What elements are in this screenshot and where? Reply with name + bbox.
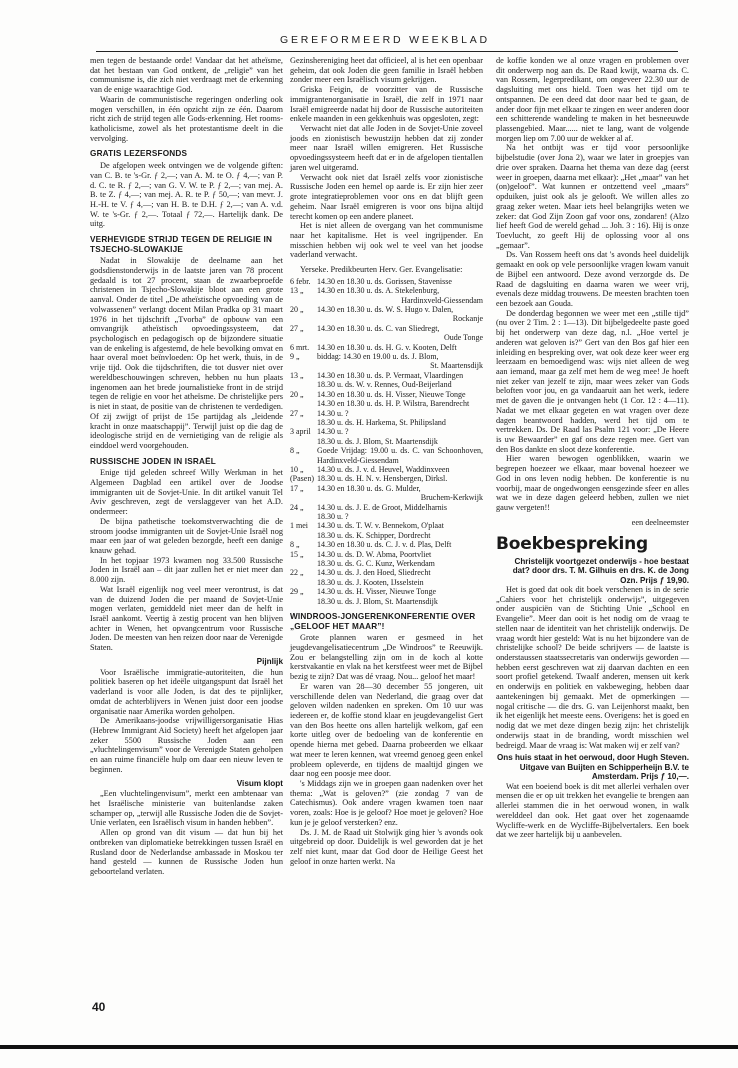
schedule-entry xyxy=(317,531,483,540)
paragraph: de koffie konden we al onze vragen en problemen over dit onderwerp nog aan ds. De Raad kwijt, waarna ds. C. van Rossem, legerpredikant, om ongeveer 22.30 uur de dagsluiting met ons hield. Toen was het tijd om te ontspannen. De een deed dat door naar bed te gaan, de ander door fijn met elkaar te zingen en weer anderen door een schitterende wandeling te maken in het besneeuwde plassengebied. Maar...... niet te lang, want de volgende morgen liep om 7.00 uur de wekker al af. xyxy=(496,56,689,143)
schedule-text: 14.30 u. ds. D. W. Abma, Poortvliet xyxy=(317,549,432,559)
paragraph: „Een vluchtelingenvisum”, merkt een ambtenaar van het Israëlische ministerie van buitenlandse zaken schamper op, „terwijl alle Russische Joden die de Sovjet-Unie verlaten, een Israëlisch visum in handen hebben”. xyxy=(90,789,283,828)
paragraph: De donderdag begonnen we weer met een „stille tijd” (nu over 2 Tim. 2 : 1—13). Dit bijbelgedeelte paste goed bij het onderwerp van deze dag, n.l. „Hoe vertel je anderen wat geloven is?” Gert van den Bos gaf hier een inleiding en bespreking over, wat ook deze keer weer erg leerzaam en bemoedigend was: wijs niet alleen de weg aan iemand, maar ga zelf met hem de weg mee! Je hoeft niet zeker van jezelf te zijn, maar wees zeker van Gods beloften voor jou, en ga vandaaruit aan het werk, iedere met de gaven die je ontvangen hebt (1 Cor. 12 : 4—11). Nadat we met elkaar gegeten en wat vragen over deze dagen beantwoord hadden, werd het tijd om te vertrekken. Ds. De Raad las Psalm 121 voor: „De Heere is uw Bewaarder” en gaf ons deze regen mee. Gert van den Bos dankte en sloot deze konferentie. xyxy=(496,308,689,454)
schedule-date xyxy=(290,559,317,568)
schedule-row xyxy=(290,343,483,352)
schedule-date: 24 „ xyxy=(290,502,304,512)
schedule-entry xyxy=(317,409,483,418)
schedule-date: 8 „ xyxy=(290,540,300,550)
schedule-entry xyxy=(317,427,483,436)
schedule-date: 3 april xyxy=(290,427,311,437)
schedule-row xyxy=(290,503,483,512)
schedule-row xyxy=(290,512,483,521)
schedule-entry xyxy=(317,371,483,380)
schedule-entry xyxy=(317,437,483,446)
signature: een deelneemster xyxy=(631,517,689,527)
paragraph: Allen op grond van dit visum — dat hun bij het ontbreken van diplomatieke betrekkingen tussen Israël en Rusland door de Nederlandse ambassade in Moskou ter hand gesteld — kunnen de Russische Joden hun geboorteland verlaten. xyxy=(90,828,283,876)
schedule-row xyxy=(290,324,483,343)
paragraph: Ds. J. M. de Raad uit Stolwijk ging hier 's avonds ook uitgebreid op door. Duidelijk is wel geworden dat je het zelf niet kunt, maar dat God door de Heilige Geest het geloof in onze harten werkt. Na xyxy=(290,827,483,866)
schedule-place: Hardinxveld-Giessendam xyxy=(401,295,483,305)
schedule-date: 9 „ xyxy=(290,352,300,362)
schedule-row xyxy=(290,521,483,530)
section-heading-boekbespreking: Boekbespreking xyxy=(496,533,648,554)
schedule-row xyxy=(290,465,483,474)
schedule-entry xyxy=(317,512,483,521)
schedule-text: 14.30 en 18.30 u. ds. H. P. Wilstra, Barendrecht xyxy=(317,399,470,409)
paragraph: Ds. Van Rossem heeft ons dat 's avonds heel duidelijk gemaakt en ook op vele persoonlijke vragen kwam vanuit de Bijbel een antwoord. Deze avond verzorgde ds. De Raad de dagsluiting en daarna waren we weer vrij, evenals deze middag trouwens. De meesten brachten toen een bezoek aan Gouda. xyxy=(496,250,689,308)
paragraph: Verwacht ook niet dat Israël zelfs voor zionistische Russische Joden een hemel op aarde is. Er zijn hier zeer grote integratieproblemen voor ons en dat blijft geen geheim. Naar Israël emigreren is voor ons bijna altijd terecht komen op een andere planeet. xyxy=(290,172,483,221)
schedule-text: 14.30 en 18.30 u. ds. C. van Sliedregt, xyxy=(317,323,440,333)
schedule-date: 8 „ xyxy=(290,446,300,456)
schedule-date: 6 mrt. xyxy=(290,342,310,352)
paragraph: Wat Israël eigenlijk nog veel meer verontrust, is dat van de duizend Joden die per maand de Sovjet-Unie mogen verlaten, gemiddeld niet meer dan de helft in Israël aankomt. Veertig à zestig procent van hen blijven achter in Wenen, het opvangcentrum voor Russische Joden. De meesten van hen reizen door naar de Verenigde Staten. xyxy=(90,584,283,653)
paragraph: 's Middags zijn we in groepen gaan nadenken over het thema: „Wat is geloven?” (zie zondag 7 van de Catechismus). Ook andere vragen kwamen toen naar voren, zoals: Hoe is je geloof? Hoe moet je geloven? Hoe kun je je geloof versterken? enz. xyxy=(290,779,483,827)
schedule-date xyxy=(290,380,317,389)
page-number: 40 xyxy=(92,1000,106,1014)
schedule-date: 22 „ xyxy=(290,568,304,578)
schedule-date: 29 „ xyxy=(290,587,304,597)
schedule-entry xyxy=(317,418,483,427)
schedule-date: 13 „ xyxy=(290,370,304,380)
schedule-text: 14.30 u. ds. J. E. de Groot, Middelharnis xyxy=(317,502,447,512)
book-review xyxy=(496,753,689,840)
schedule-entry xyxy=(317,352,483,371)
paragraph: In het topjaar 1973 kwamen nog 33.500 Russische Joden in Israël aan – dit jaar zullen het er niet meer dan 8.000 zijn. xyxy=(90,555,283,585)
schedule-row xyxy=(290,474,483,483)
schedule-row xyxy=(290,446,483,465)
schedule-row xyxy=(290,437,483,446)
paragraph: Hier waren bewogen ogenblikken, waarin we begrepen hoezeer we elkaar, maar bovenal hoezeer we God in ons leven nodig hebben. De konferentie is nu voorbij, maar de ongedwongen eensgezinde sfeer en alles wat we in deze dagen geleerd hebben, zullen we niet gauw vergeten!! xyxy=(496,454,689,513)
schedule-text: 14.30 u. ds. J. den Hoed, Sliedrecht xyxy=(317,568,431,578)
schedule-date: (Pasen) xyxy=(290,474,314,484)
paragraph: Het is goed dat ook dit boek verschenen is in de serie „Cahiers voor het christelijk onderwijs”, uitgegeven onder auspiciën van de Stichting Unie „School en Evangelie”. Meer dan ooit is het nodig om de vraag te stellen naar de identiteit van het christelijk onderwijs. De vraag wordt hier gesteld: Wat is nu het bijzondere van de christelijke school? De beide schrijvers — de laatste is onderstaussen staatssecretaris van onderwijs geworden — hebben eerst geschreven wat zij daarvan dachten en een soort profiel getekend. Twaalf anderen, mensen uit kerk en onderwijs en politiek en vakbeweging, hebben daar aantekeningen bij gemaakt. Met de opmerkingen — nogal critische — die drs. G. van Leijenhorst maakt, ben ik het eigenlijk het meeste eens. Overigens: het is goed en nodig dat we met deze dingen bezig zijn: het christelijk onderwijs staat in de branding, wordt misschien wel bedreigd. Maar de vraag is: Wat maken wij er zelf van? xyxy=(496,585,689,750)
schedule-entry xyxy=(317,277,483,286)
column-1 xyxy=(90,56,283,877)
schedule-text: 14.30 u. ? xyxy=(317,427,349,437)
paragraph: Nadat in Slowakije de deelname aan het godsdienstonderwijs in de laatste jaren van 78 procent gedaald is tot 27 procent, staan de zwaarbeproefde christenen in Tsjecho-Slowakije bloot aan een grote aanval. Onder de titel „De atheïstische opvoeding van de volwassenen” verlangt docent Milan Pradka op 31 maart 1976 in het tijdschrift „Tvorba” de opbouw van een omvangrijk atheïstisch opvoedingssysteem, dat psychologisch en pedagogisch op de bijzondere situatie van de enkeling is afgestemd, de hele bevolking omvat en haar overal moet beïnvloeden: Op het werk, thuis, in de vrije tijd. Ook die tijdschriften, die tot dusver niet over wereldbeschouwingen schreven, hebben nu hun plaats ingenomen aan het brede journalistieke front in de strijd tegen de religie en voor het atheïsme. De christelijke pers is niet in staat, de positie van de christenen te verdedigen. Of zij zwijgt of prijst de 15e partijdag als „leidende kracht in onze maatschappij”. Terwijl juist op die dag de ideologische strijd en de vernietiging van de religie als einddoel werd voorgehouden. xyxy=(90,256,283,450)
schedule-entry xyxy=(317,578,483,587)
schedule-place: Bruchem-Kerkwijk xyxy=(420,493,483,503)
schedule-entry xyxy=(317,550,483,559)
schedule-date: 6 febr. xyxy=(290,276,311,286)
schedule-text: 18.30 u. ds. W. v. Rennes, Oud-Beijerland xyxy=(317,380,452,390)
schedule-text: 18.30 u. ds. H. N. v. Hensbergen, Dirksl. xyxy=(317,474,448,484)
schedule-entry xyxy=(317,559,483,568)
paragraph: Wat een boeiend boek is dit met allerlei verhalen over mensen die er op uit trekken het evangelie te brengen aan allerlei stammen die in het oerwoud wonen, in walk werelddeel dan ook. Het gaat over het zogenaamde Wycliffe-werk en de Wycliffe-Bijbelvertalers. Een boek dat we zeer hartelijk bij u aanbevelen. xyxy=(496,781,689,840)
paragraph: De afgelopen week ontvingen we de volgende giften: van C. B. te 's-Gr. ƒ 2,—; van A. M. te O. ƒ 4,—; van P. d. C. te R. ƒ 2,—; van G. V. W. te P. ƒ 2,—; van mej. A. B. te Z. ƒ 4,—; van mej. A. R. te P. ƒ 50,—; van mevr. J. H.-H. te V. ƒ 4,—; van H. B. te D.H. ƒ 2,—; van A. v.d. W. te 's-Gr. ƒ 2,—. Totaal ƒ 72,—. Hartelijk dank. De uitg. xyxy=(90,161,283,229)
schedule-row xyxy=(290,568,483,577)
schedule-date xyxy=(290,399,317,408)
section-heading-lezersfonds: GRATIS LEZERSFONDS xyxy=(90,149,188,159)
schedule-text: 14.30 u. ? xyxy=(317,408,349,418)
schedule-date: 20 „ xyxy=(290,389,304,399)
paragraph: De Amerikaans-joodse vrijwilligersorganisatie Hias (Hebrew Immigrant Aid Society) heeft het afgelopen jaar zeker 5500 Russische Joden aan een „vluchtelingenvisum” voor de Verenigde Staten geholpen en aan ruime financiële hulp om daar een nieuw leven te beginnen. xyxy=(90,716,283,774)
schedule-row xyxy=(290,559,483,568)
schedule-row xyxy=(290,587,483,596)
schedule-date xyxy=(290,418,317,427)
schedule-text: 18.30 u. ds. J. Kooten, IJsselstein xyxy=(317,577,424,587)
bottom-rule xyxy=(0,1045,738,1049)
schedule-place: Oude Tonge xyxy=(443,333,483,343)
schedule-row xyxy=(290,277,483,286)
schedule-intro: Yerseke. Predikbeurten Herv. Ger. Evangelisatie: xyxy=(300,265,463,275)
schedule-text: 18.30 u. ds. J. Blom, St. Maartensdijk xyxy=(317,596,438,606)
schedule-entry xyxy=(317,587,483,596)
schedule-date: 15 „ xyxy=(290,549,304,559)
schedule-text: 14.30 u. ds. J. v. d. Heuvel, Waddinxveen xyxy=(317,464,450,474)
schedule-entry xyxy=(317,465,483,474)
paragraph: De bijna pathetische toekomstverwachting die de stroom joodse immigranten uit de Sovjet-Unie Israël nog maar een jaar of wat geleden bezorgde, heeft een danige knauw gehad. xyxy=(90,516,283,555)
schedule-row xyxy=(290,390,483,399)
masthead-rule xyxy=(96,51,678,52)
schedule-text: 14.30 en 18.30 u. ds. P. Vermaat, Vlaardingen xyxy=(317,370,464,380)
schedule-date: 20 „ xyxy=(290,305,304,315)
schedule-text: biddag: 14.30 en 19.00 u. ds. J. Blom, xyxy=(317,352,439,362)
schedule-row xyxy=(290,484,483,503)
paragraph: Er waren van 28—30 december 55 jongeren, uit verschillende delen van Nederland, die graag over dat geloven wilden nadenken en spreken. Om 10 uur was iedereen er, de koffie stond klaar en jeugdevangelist Gert van den Bos heette ons allen hartelijk welkom, gaf een korte uitleg over de bedoeling van de konferentie en opende hierna met gebed. Daarna probeerden we elkaar wat meer te leren kennen, wat vreemd genoeg geen enkel probleem opleverde, en tijdens de maaltijd gingen we daar nog een poosje mee door. xyxy=(290,681,483,779)
schedule-entry xyxy=(317,390,483,399)
paragraph: Waarin de communistische regeringen onderling ook mogen verschillen, in één opzicht zijn ze één. Daarom richt zich de strijd tegen alle Gods-erkenning. Het rooms-katholicisme, zowel als het protestantisme deelt in die vervolging. xyxy=(90,94,283,143)
book-review xyxy=(496,557,689,751)
schedule-date: 27 „ xyxy=(290,323,304,333)
schedule-entry xyxy=(317,343,483,352)
schedule-date xyxy=(290,597,317,606)
paragraph: Griska Feigin, de voorzitter van de Russische immigrantenorganisatie in Israël, die zelf in 1971 naar Israël emigreerde nadat hij door de Russische autoriteiten enkele maanden in een gekkenhuis was opgesloten, zegt: xyxy=(290,85,483,124)
column-2 xyxy=(290,56,483,866)
schedule-entry xyxy=(317,324,483,343)
schedule-text: 18.30 u. ds. J. Blom, St. Maartensdijk xyxy=(317,436,438,446)
schedule-text: 14.30 u. ds. H. Visser, Nieuwe Tonge xyxy=(317,587,436,597)
paragraph: Het is niet alleen de overgang van het communisme naar het kapitalisme. Het is veel ingrijpender. En misschien hebben wij ook wel te veel van het joodse vaderland verwacht. xyxy=(290,221,483,260)
schedule-entry xyxy=(317,503,483,512)
schedule-place: Rockanje xyxy=(452,314,483,324)
schedule-entry xyxy=(317,484,483,503)
schedule-date xyxy=(290,531,317,540)
paragraph: Verwacht niet dat alle Joden in de Sovjet-Unie zoveel joods en zionistisch bewustzijn hebben dat zij zonder meer naar Israël willen emigreren. Het Russische opvoedingssysteem heeft dat er in de afgelopen tientallen jaren wel uitgeramd. xyxy=(290,124,483,172)
schedule-entry xyxy=(317,446,483,465)
schedule-entry xyxy=(317,540,483,549)
schedule-date xyxy=(290,512,317,521)
paragraph: Na het ontbijt was er tijd voor persoonlijke bijbelstudie (over Jona 2), waar we later in groepjes van drie over spraken. Daarna het thema van deze dag (eerst weer in groepen, daarna met elkaar): „Het „maar” van het (on)geloof”. Wat kunnen er ontzettend veel „maars” opduiken, juist ook als je gelooft. We willen alles zo graag zeker weten. Maar iets heel belangrijks weten we zeker: dat God Zijn Zoon gaf voor ons, zondaren! (Alzo lief heeft God de wereld gehad ... Joh. 3 : 16). Hij is onze Toevlucht, zo geeft Hij de oplossing voor al ons „gemaar”. xyxy=(496,143,689,250)
schedule-text: 18.30 u. ds. K. Schipper, Dordrecht xyxy=(317,530,431,540)
schedule-text: 14.30 en 18.30 u. ds. H. G. v. Kooten, Delft xyxy=(317,342,457,352)
schedule-row xyxy=(290,597,483,606)
schedule-date: 1 mei xyxy=(290,521,308,531)
schedule-place: St. Maartensdijk xyxy=(430,361,483,371)
publication-title: GEREFORMEERD WEEKBLAD xyxy=(280,34,490,46)
schedule-date: 10 „ xyxy=(290,464,304,474)
schedule-entry xyxy=(317,399,483,408)
schedule-entry xyxy=(317,380,483,389)
schedule-text: 14.30 en 18.30 u. ds. A. Stekelenburg, xyxy=(317,286,440,296)
schedule-text: 14.30 en 18.30 u. ds. C. J. v. d. Plas, Delft xyxy=(317,540,452,550)
schedule-entry xyxy=(317,597,483,606)
schedule-entry xyxy=(317,568,483,577)
subheading-visum-klopt: Visum klopt xyxy=(236,778,283,788)
section-heading-windroos: WINDROOS-JONGERENKONFERENTIE OVER „GELOOF HET MAAR”! xyxy=(290,612,476,631)
schedule-text: 14.30 en 18.30 u. ds. G. Mulder, xyxy=(317,483,421,493)
schedule-text: 14.30 en 18.30 u. ds. H. Visser, Nieuwe Tonge xyxy=(317,389,466,399)
schedule-date xyxy=(290,437,317,446)
schedule-row xyxy=(290,427,483,436)
schedule-date: 13 „ xyxy=(290,286,304,296)
book-title: Christelijk voortgezet onderwijs - hoe bestaat dat? door drs. T. M. Gilhuis en drs. K. de Jong Ozn. Prijs ƒ 19,90. xyxy=(512,556,689,585)
schedule-text: 14.30 u. ds. T. W. v. Bennekom, O'plaat xyxy=(317,521,444,531)
paragraph: Grote plannen waren er gesmeed in het jeugdevangelisatiecentrum „De Windroos” te Reeuwijk. Zou er belangstelling zijn om in de koch al kotte kerstvakantie en vlak na het kerstfeest weer met de Bijbel bezig te zijn? Dat was dé vraag. Nou... geloof het maar! xyxy=(290,633,483,682)
schedule-text: 14.30 en 18.30 u. ds. W. S. Hugo v. Dalen, xyxy=(317,305,454,315)
masthead xyxy=(0,30,738,52)
schedule-date: 17 „ xyxy=(290,483,304,493)
book-title: Ons huis staat in het oerwoud, door Hugh Steven. Uitgave van Buijten en Schipperheijn B.V. te Amsterdam. Prijs ƒ 10,—. xyxy=(496,753,689,782)
schedule-entry xyxy=(317,305,483,324)
paragraph: Gezinshereniging heet dat officieel, al is het een openbaar geheim, dat ook Joden die geen familie in Israël hebben zonder meer een Israëlisch visum gekrijgen. xyxy=(290,56,483,85)
paragraph: Voor Israëlische immigratie-autoriteiten, die hun politiek baseren op het ideële uitgangspunt dat Israël het vaderland is voor alle Joden, is dat des te pijnlijker, omdat de achterblijvers in Wenen juist door een joodse organisatie naar Amerika worden geholpen. xyxy=(90,667,283,716)
schedule-text: Goede Vrijdag: 19.00 u. ds. C. van Schoonhoven, Hardinxveld-Giessendam xyxy=(317,446,483,465)
schedule-date xyxy=(290,578,317,587)
schedule-text: 18.30 u. ? xyxy=(317,511,349,521)
schedule-row xyxy=(290,531,483,540)
paragraph: men tegen de bestaande orde! Vandaar dat het atheïsme, dat het bestaan van God ontkent, de „religie” van het communisme is, die zich niet verdraagt met de erkenning van de enige waarachtige God. xyxy=(90,56,283,95)
schedule-entry xyxy=(317,521,483,530)
schedule-text: 18.30 u. ds. H. Harkema, St. Philipsland xyxy=(317,417,446,427)
schedule-row xyxy=(290,371,483,380)
preaching-schedule xyxy=(290,277,483,606)
paragraph: Enige tijd geleden schreef Willy Werkman in het Algemeen Dagblad een artikel over de Joodse immigranten uit de Sovjet-Unie. In dit artikel vanuit Tel Aviv geschreven, zegt de verslaggever van het A.D. ondermeer: xyxy=(90,468,283,517)
schedule-text: 14.30 en 18.30 u. ds. Gorissen, Stavenisse xyxy=(317,276,452,286)
schedule-row xyxy=(290,352,483,371)
schedule-text: 18.30 u. ds. G. C. Kunz, Werkendam xyxy=(317,559,435,568)
schedule-row xyxy=(290,578,483,587)
schedule-row xyxy=(290,286,483,305)
schedule-date: 27 „ xyxy=(290,408,304,418)
section-heading-russische-joden: RUSSISCHE JODEN IN ISRAËL xyxy=(90,456,217,466)
section-heading-tsjecho: VERHEVIGDE STRIJD TEGEN DE RELIGIE IN TSJECHO-SLOWAKIJE xyxy=(90,235,273,254)
schedule-row xyxy=(290,380,483,389)
column-3 xyxy=(496,56,689,843)
schedule-row xyxy=(290,418,483,427)
schedule-row xyxy=(290,399,483,408)
schedule-entry xyxy=(317,286,483,305)
schedule-row xyxy=(290,305,483,324)
subheading-pijnlijk: Pijnlijk xyxy=(256,656,283,666)
schedule-row xyxy=(290,540,483,549)
schedule-entry xyxy=(317,474,483,483)
schedule-row xyxy=(290,409,483,418)
schedule-row xyxy=(290,550,483,559)
